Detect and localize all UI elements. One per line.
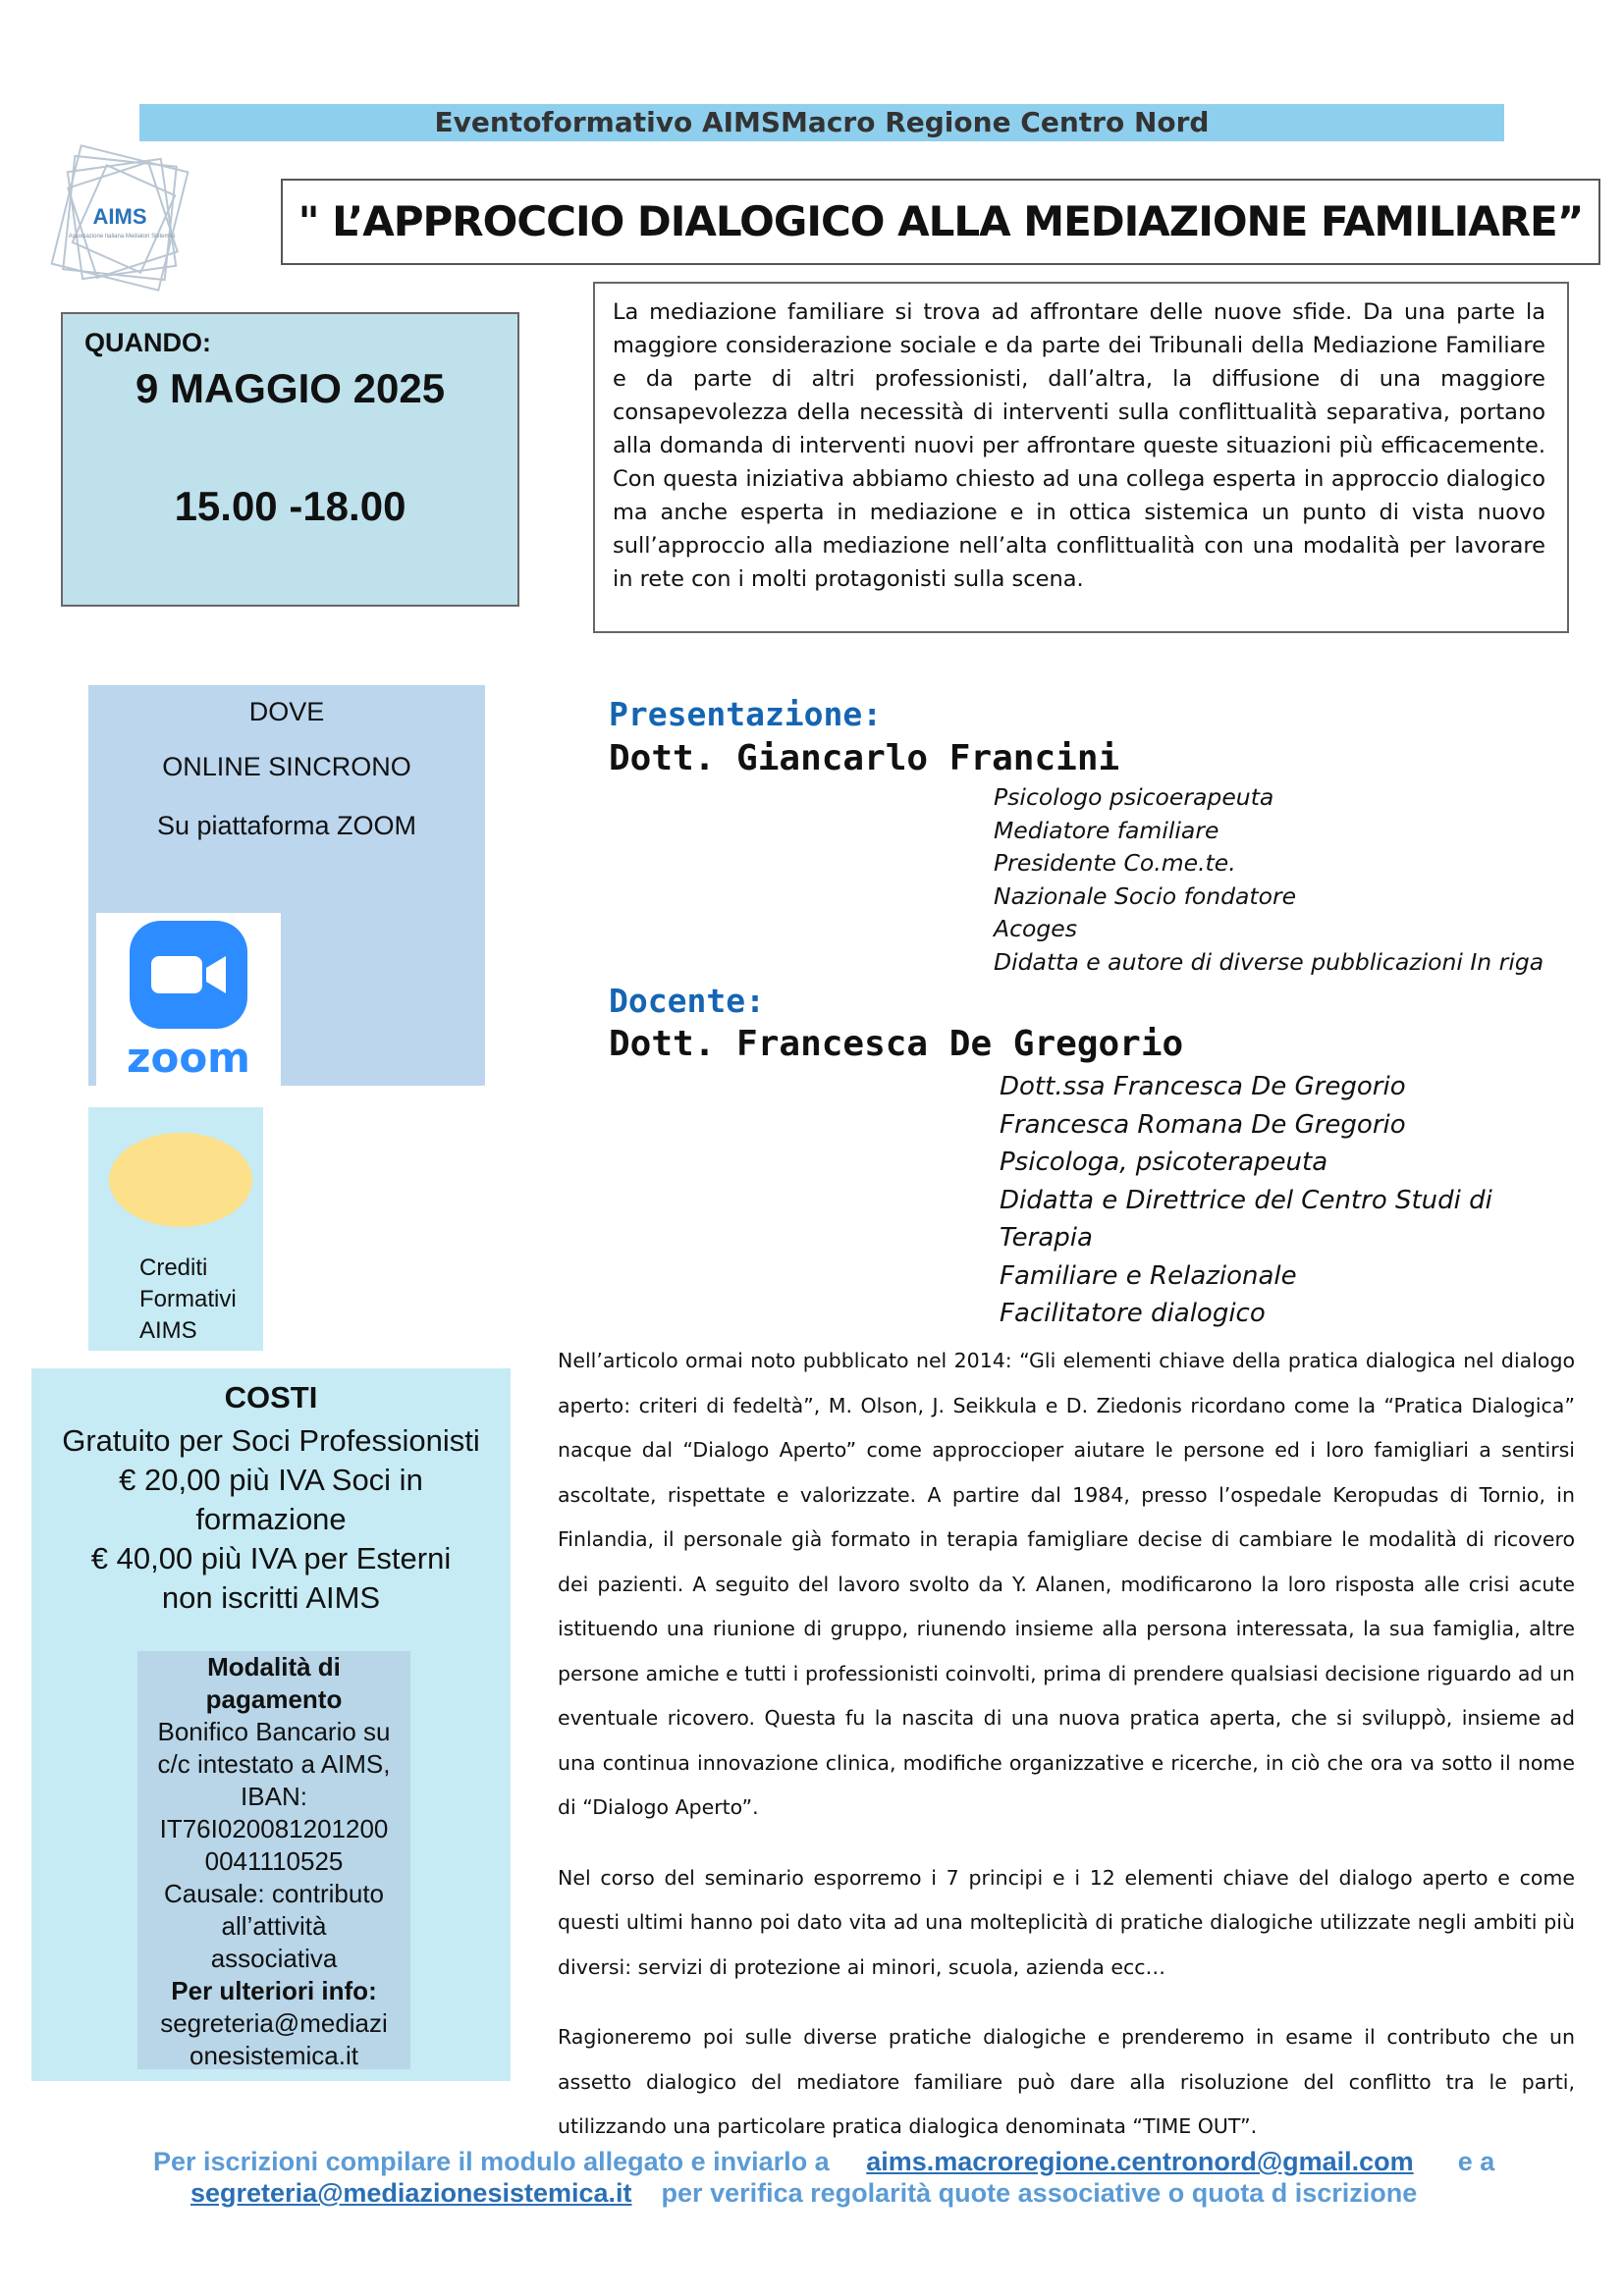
info-title: Per ulteriori info: bbox=[171, 1976, 377, 2005]
payment-line: all’attività bbox=[221, 1911, 327, 1941]
event-time: 15.00 -18.00 bbox=[174, 483, 406, 529]
cost-line: non iscritti AIMS bbox=[161, 1580, 381, 1615]
teacher-name: Dott. Francesca De Gregorio bbox=[609, 1024, 1184, 1064]
footer-text: per verifica regolarità quote associative o quota d iscrizione bbox=[661, 2178, 1418, 2208]
credits-line: AIMS bbox=[139, 1317, 197, 1344]
presentation-heading: Presentazione: bbox=[609, 695, 883, 733]
article-paragraph: Nel corso del seminario esporremo i 7 principi e i 12 elementi chiave del dialogo aperto e come questi ultimi hanno poi dato vita ad una molteplicità di pratiche dialogiche utilizzate negli ambiti più diversi: servizi di protezione ai minori, scuola, azienda ecc… bbox=[558, 1865, 1575, 1979]
event-banner: Eventoformativo AIMSMacro Regione Centro Nord bbox=[139, 104, 1504, 141]
zoom-icon bbox=[96, 913, 281, 1086]
payment-line: Causale: contributo bbox=[163, 1879, 385, 1908]
costs-lines bbox=[31, 1421, 511, 1618]
svg-text:Associazione Italiana Mediator: Associazione Italiana Mediatori Sistemici bbox=[68, 234, 176, 240]
teacher-heading: Docente: bbox=[609, 982, 765, 1020]
event-date: 9 MAGGIO 2025 bbox=[135, 365, 446, 411]
cost-line: formazione bbox=[195, 1502, 347, 1536]
payment-line: c/c intestato a AIMS, bbox=[157, 1749, 391, 1779]
payment-title: Modalità di bbox=[207, 1652, 341, 1682]
role-line: Didatta e Direttrice del Centro Studi di Terapia bbox=[1000, 1185, 1492, 1253]
when-box bbox=[61, 312, 519, 607]
credits-badge bbox=[108, 1131, 253, 1229]
payment-line: IBAN: bbox=[241, 1782, 307, 1811]
cost-line: € 40,00 più IVA per Esterni bbox=[90, 1541, 452, 1575]
article-body bbox=[558, 1339, 1575, 2175]
payment-box bbox=[137, 1651, 410, 2069]
role-line: Acoges bbox=[994, 915, 1077, 942]
presenter-name: Dott. Giancarlo Francini bbox=[609, 738, 1120, 778]
role-line: Francesca Romana De Gregorio bbox=[1000, 1109, 1406, 1140]
costs-box bbox=[31, 1368, 511, 2081]
footer-email-link[interactable]: segreteria@mediazionesistemica.it bbox=[190, 2178, 632, 2208]
role-line: Facilitatore dialogico bbox=[1000, 1299, 1266, 1328]
footer-text: e a bbox=[1457, 2147, 1495, 2176]
footer-line-1 bbox=[98, 2146, 1551, 2177]
when-label: QUANDO: bbox=[84, 328, 211, 357]
payment-line: Bonifico Bancario su bbox=[157, 1717, 391, 1746]
role-line: Familiare e Relazionale bbox=[1000, 1260, 1297, 1291]
where-label: DOVE bbox=[248, 697, 325, 726]
teacher-roles bbox=[1000, 1068, 1569, 1333]
credits-box bbox=[88, 1107, 263, 1351]
costs-title: COSTI bbox=[224, 1380, 318, 1415]
article-paragraph: Ragioneremo poi sulle diverse pratiche dialogiche e prenderemo in esame il contributo che un assetto dialogico del mediatore familiare può dare alla risoluzione del conflitto tra le parti, utilizzando una particolare pratica dialogica denominata “TIME OUT”. bbox=[558, 2025, 1575, 2138]
role-line: Presidente Co.me.te. bbox=[994, 849, 1236, 877]
logo-text: AIMS bbox=[92, 204, 147, 229]
where-platform: Su piattaforma ZOOM bbox=[156, 811, 417, 840]
where-mode: ONLINE SINCRONO bbox=[162, 752, 411, 781]
footer-email-link[interactable]: aims.macroregione.centronord@gmail.com bbox=[866, 2147, 1414, 2176]
footer-text: Per iscrizioni compilare il modulo allegato e inviarlo a bbox=[153, 2147, 830, 2176]
role-line: Nazionale Socio fondatore bbox=[994, 881, 1297, 910]
role-line: Psicologa, psicoterapeuta bbox=[1000, 1148, 1328, 1177]
cost-line: € 20,00 più IVA Soci in bbox=[119, 1463, 423, 1497]
footer bbox=[98, 2146, 1551, 2209]
where-box bbox=[88, 685, 485, 1086]
footer-line-2 bbox=[98, 2177, 1551, 2209]
cost-line: Gratuito per Soci Professionisti bbox=[62, 1423, 480, 1458]
info-email: segreteria@mediazi bbox=[160, 2008, 388, 2038]
intro-text: La mediazione familiare si trova ad affrontare delle nuove sfide. Da una parte la maggiore considerazione sociale e da parte dei Tribunali della Mediazione Familiare e da parte di altri professionisti, dall’altra, la diffusione di una maggiore consapevolezza della necessità di interventi sulla conflittualità separativa, portano alla domanda di interventi nuovi per affrontare queste situazioni più efficacemente. Con questa iniziativa abbiamo chiesto ad una collega esperta in approccio dialogico ma anche esperta in mediazione e in ottica sistemica un punto di vista nuovo sull’approccio alla mediazione nell’alta conflittualità con una modalità per lavorare in rete con i molti protagonisti sulla scena. bbox=[593, 282, 1569, 633]
payment-line: associativa bbox=[210, 1944, 338, 1973]
credits-line: Crediti bbox=[139, 1255, 208, 1281]
zoom-logo-text: zoom bbox=[127, 1034, 250, 1082]
info-email: onesistemica.it bbox=[189, 2041, 358, 2070]
role-line: Mediatore familiare bbox=[994, 816, 1219, 844]
article-paragraph: Nell’articolo ormai noto pubblicato nel 2014: “Gli elementi chiave della pratica dialogica nel dialogo aperto: criteri di fedeltà”, M. Olson, J. Seikkula e D. Ziedonis ricordano come la “Pratica Dialogica” nacque dal “Dialogo Aperto” come approccioper aiutare le persone ed i loro famigliari a sentirsi ascoltate, rispettate e valorizzate. A partire dal 1984, presso l’ospedale Keropudas di Tornio, in Finlandia, il personale già formato in terapia famigliare decise di cambiare le modalità di ricovero dei pazienti. A seguito del lavoro svolto da Y. Alanen, modificarono la loro risposta alle crisi acute istituendo una riunione di gruppo, riunendo insieme alla persona interessata, la sua famiglia, altre persone amiche e tutti i professionisti coinvolti, prima di prendere qualsiasi decisione riguardo ad un eventuale ricovero. Questa fu la nascita di una nuova pratica aperta, che si sviluppò, insieme ad una continua innovazione clinica, modifiche organizzative e ricerche, in ciò che ora va sotto il nome di “Dialogo Aperto”. bbox=[558, 1349, 1575, 1819]
event-title: " L’APPROCCIO DIALOGICO ALLA MEDIAZIONE FAMILIARE” bbox=[281, 179, 1600, 265]
role-line: Psicologo psicoerapeuta bbox=[994, 783, 1274, 811]
iban: 0041110525 bbox=[204, 1846, 344, 1876]
credits-line: Formativi bbox=[139, 1286, 237, 1312]
role-line: Didatta e autore di diverse pubblicazioni In riga bbox=[994, 947, 1544, 976]
credits-text bbox=[139, 1253, 237, 1347]
aims-logo bbox=[47, 143, 194, 300]
presenter-roles bbox=[994, 781, 1543, 979]
role-line: Dott.ssa Francesca De Gregorio bbox=[1000, 1072, 1406, 1101]
payment-title: pagamento bbox=[205, 1684, 343, 1714]
iban: IT76I020081201200 bbox=[159, 1814, 389, 1843]
